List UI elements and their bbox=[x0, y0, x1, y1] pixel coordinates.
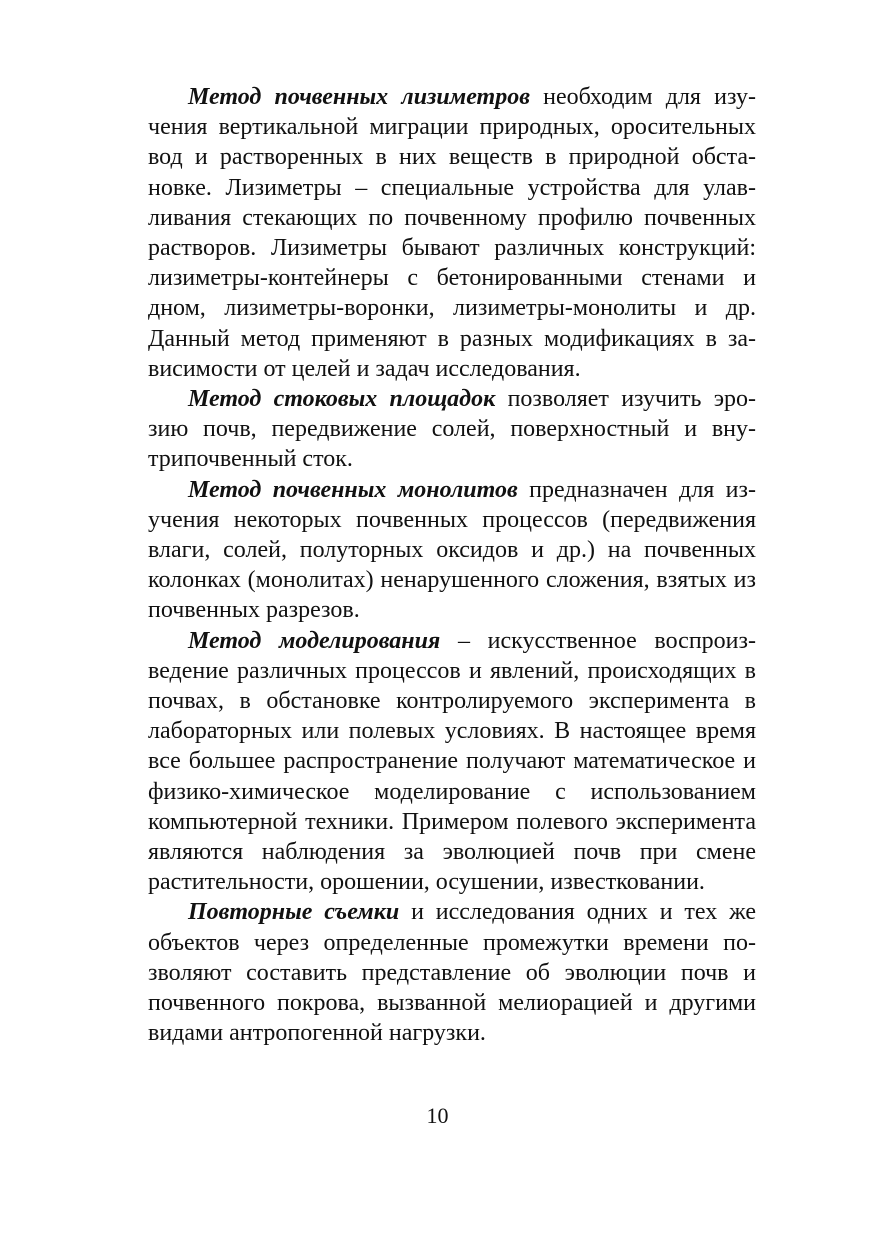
paragraph-lysimeters bbox=[148, 82, 756, 384]
paragraph-repeat-surveys bbox=[148, 897, 756, 1048]
paragraph-text: и исследования одних и тех же объектов через определенные промежутки времени позволяют составить представление об эволюции почв и почвенного покрова, вызванной мелиорацией и другими видами антропогенной нагрузки. bbox=[148, 899, 757, 1047]
page-number: 10 bbox=[426, 1103, 449, 1128]
paragraph-runoff-plots bbox=[148, 384, 756, 475]
term-monoliths: Метод почвенных монолитов bbox=[188, 476, 518, 503]
paragraph-monoliths bbox=[148, 475, 756, 626]
paragraph-text: – искусственное воспроизведение различных процессов и явлений, происходящих в почвах, в обстановке контролируемого эксперимента в лабораторных или полевых условиях. В настоящее время все большее распространение получают математическое и физико-химическое моделирование с использованием компьютерной техники. Примером полевого эксперимента являются наблюдения за эволюцией почв при смене растительности, орошении, осушении, известковании. bbox=[148, 627, 756, 896]
term-lysimeters: Метод почвенных лизиметров bbox=[188, 84, 530, 110]
paragraph-text: предназначен для изучения некоторых почвенных процессов (передвижения влаги, солей, полуторных оксидов и др.) на почвенных колонках (монолитах) ненарушенного сложения, взятых из почвенных разрезов. bbox=[148, 476, 757, 624]
term-modeling: Метод моделирования bbox=[188, 627, 441, 654]
page-body bbox=[148, 82, 756, 1049]
term-runoff-plots: Метод стоковых площадок bbox=[188, 386, 496, 413]
paragraph-text: необходим для изучения вертикальной миграции природных, оросительных вод и растворенных в них веществ в природной обстановке. Лизиметры – специальные устройства для улавливания стекающих по почвенному профилю почвенных растворов. Лизиметры бывают различных конструкций: лизиметры-контейнеры с бетонированными стенами и дном, лизиметры-воронки, лизиметры-монолиты и др. Данный метод применяют в разных модификациях в зависимости от целей и задач исследования. bbox=[148, 84, 756, 382]
paragraph-text: позволяет изучить эрозию почв, передвижение солей, поверхностный и внутрипочвенный сток. bbox=[148, 386, 756, 473]
term-repeat-surveys: Повторные съемки bbox=[188, 899, 400, 926]
paragraph-modeling bbox=[148, 626, 756, 898]
